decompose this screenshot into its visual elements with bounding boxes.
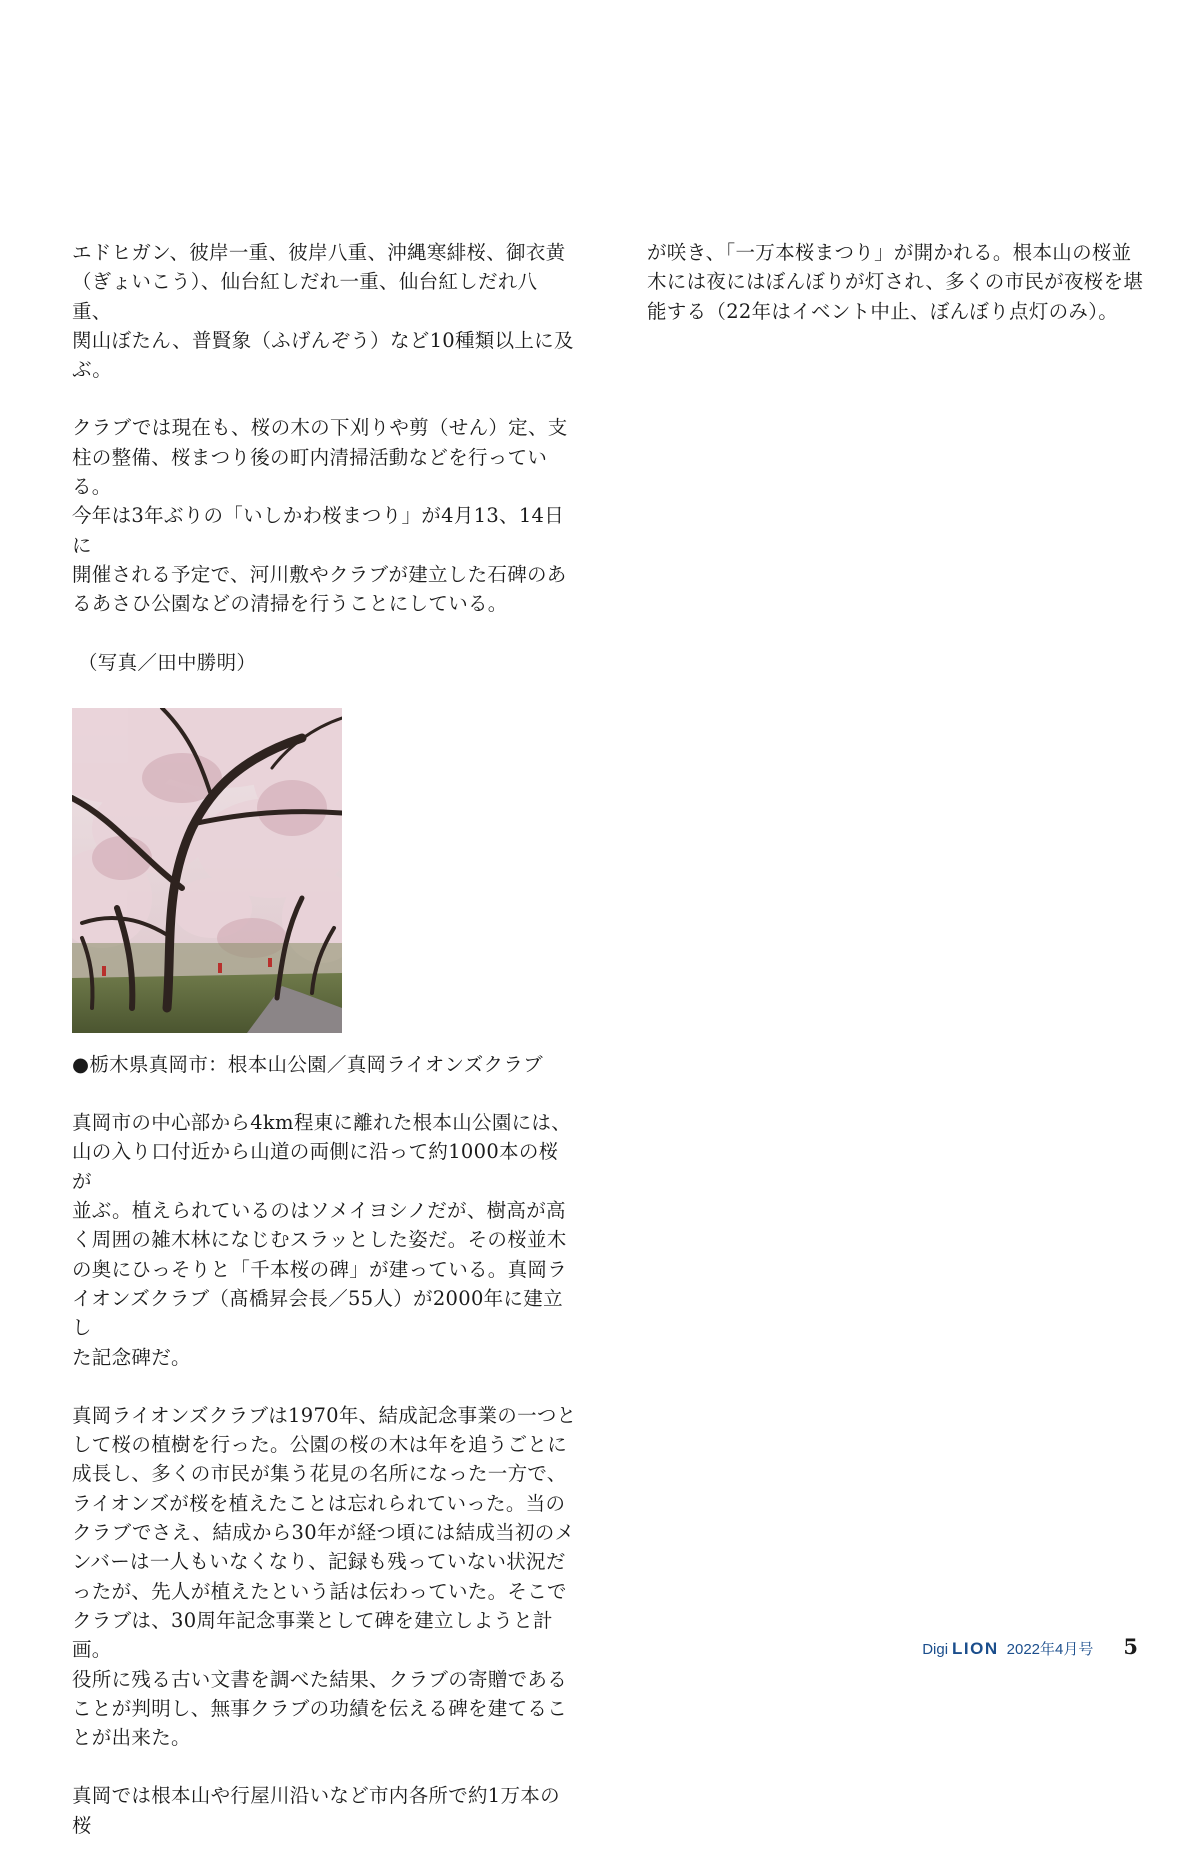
body-paragraph-5: 真岡では根本山や行屋川沿いなど市内各所で約1万本の桜	[72, 1784, 560, 1837]
photo-credit: （写真／田中勝明）	[78, 650, 257, 674]
page-footer	[922, 1634, 1138, 1659]
cherry-blossom-illustration	[72, 708, 342, 1033]
right-column	[647, 238, 1152, 355]
photo-caption: ●栃木県真岡市：根本山公園／真岡ライオンズクラブ	[72, 1052, 543, 1076]
page-number: 5	[1123, 1634, 1138, 1659]
body-paragraph-2: クラブでは現在も、桜の木の下刈りや剪（せん）定、支 柱の整備、桜まつり後の町内清掃活動などを行っている。 今年は3年ぶりの「いしかわ桜まつり」が4月13、14日に 開催される予定で、河川敷やクラブが建立した石碑のあ るあさひ公園などの清掃を行うことにしている。	[72, 416, 568, 616]
body-paragraph-4: 真岡ライオンズクラブは1970年、結成記念事業の一つと して桜の植樹を行った。公園の桜の木は年を追うごとに 成長し、多くの市民が集う花見の名所になった一方で、 ライオンズが桜を植えたことは忘れられていった。当の クラブでさえ、結成から30年が経つ頃には結成当初のメ ンバーは一人もいなくなり、記録も残っていない状況だ ったが、先人が植えたという話は伝わっていた。そこで クラブは、30周年記念事業として碑を建立しようと計画。 役所に残る古い文書を調べた結果、クラブの寄贈である ことが判明し、無事クラブの功績を伝える碑を建てるこ とが出来た。	[72, 1403, 577, 1750]
body-paragraph-1: エドヒガン、彼岸一重、彼岸八重、沖縄寒緋桜、御衣黄 （ぎょいこう）、仙台紅しだれ一重、仙台紅しだれ八重、 関山ぼたん、普賢象（ふげんぞう）など10種類以上に及 ぶ。	[72, 241, 574, 382]
cherry-blossom-photo	[72, 708, 342, 1033]
footer-issue: 2022年4月号	[1006, 1641, 1094, 1658]
body-paragraph-6: が咲き、「一万本桜まつり」が開かれる。根本山の桜並 木には夜にはぼんぼりが灯され、多くの市民が夜桜を堪 能する（22年はイベント中止、ぼんぼり点灯のみ）。	[647, 241, 1144, 323]
footer-lion-logo: LION	[952, 1639, 999, 1658]
body-paragraph-3: 真岡市の中心部から4km程東に離れた根本山公園には、 山の入り口付近から山道の両側に沿って約1000本の桜が 並ぶ。植えられているのはソメイヨシノだが、樹高が高 く周囲の雑木林になじむスラッとした姿だ。その桜並木 の奥にひっそりと「千本桜の碑」が建っている。真岡ラ イオンズクラブ（髙橋昇会長／55人）が2000年に建立し た記念碑だ。	[72, 1111, 572, 1369]
footer-digi: Digi	[922, 1641, 949, 1658]
left-column	[72, 238, 577, 1869]
